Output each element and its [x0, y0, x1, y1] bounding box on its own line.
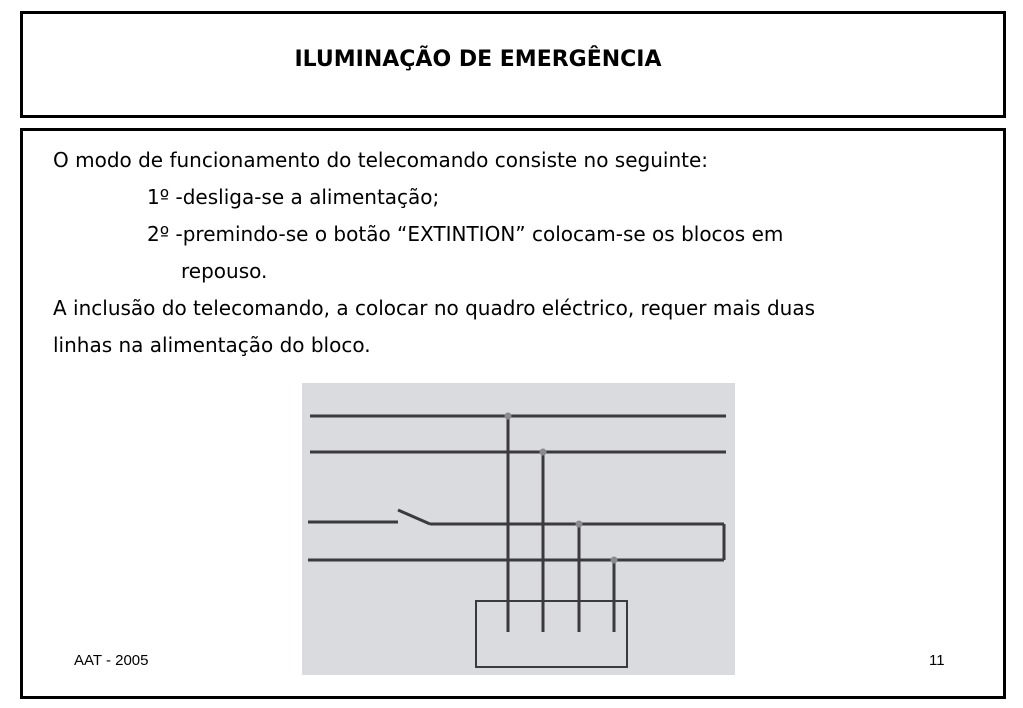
- junction-3: [576, 521, 583, 528]
- slide-title: ILUMINAÇÃO DE EMERGÊNCIA: [294, 47, 662, 72]
- body-line-inclusion: A inclusão do telecomando, a colocar no quadro eléctrico, requer mais duas: [53, 296, 815, 320]
- body-line-step-2-cont: repouso.: [181, 259, 268, 283]
- body-line-step-1: 1º -desliga-se a alimentação;: [147, 185, 440, 209]
- wiring-diagram-svg: [302, 383, 735, 675]
- body-line-step-2: 2º -premindo-se o botão “EXTINTION” colocam-se os blocos em: [147, 222, 784, 246]
- junction-2: [540, 449, 547, 456]
- junction-4: [611, 557, 618, 564]
- switch-lever: [398, 510, 430, 524]
- junction-1: [505, 413, 512, 420]
- wiring-diagram: [302, 383, 735, 675]
- emergency-block: [476, 601, 627, 667]
- page-number: 11: [929, 652, 945, 669]
- title-box: [20, 11, 1006, 118]
- body-line-intro: O modo de funcionamento do telecomando consiste no seguinte:: [53, 148, 708, 172]
- footer-left: AAT - 2005: [74, 652, 149, 669]
- body-line-inclusion-cont: linhas na alimentação do bloco.: [53, 333, 371, 357]
